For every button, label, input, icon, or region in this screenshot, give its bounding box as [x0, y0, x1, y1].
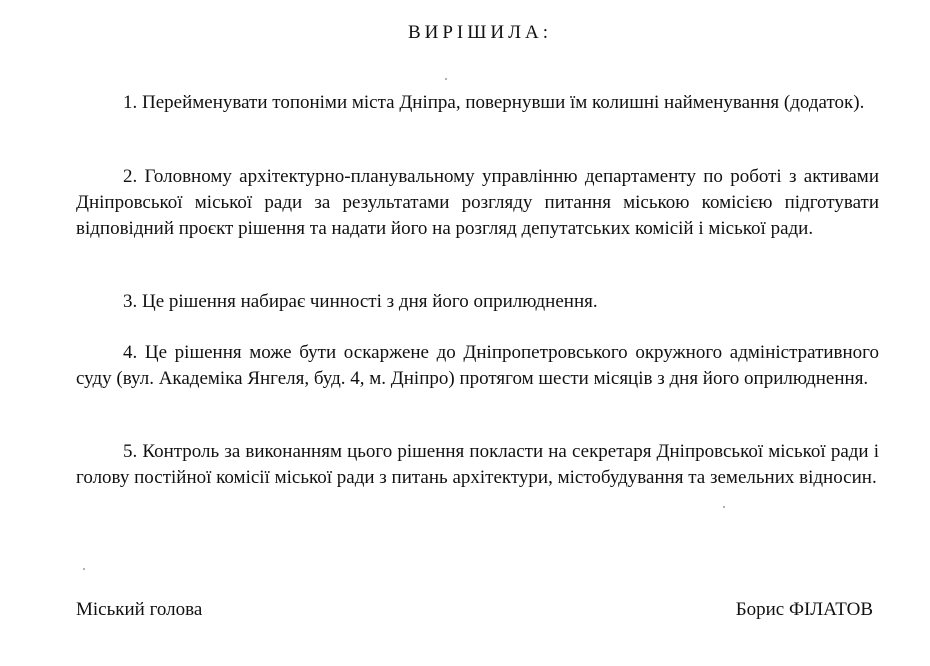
decision-item-2: 2. Головному архітектурно-планувальному управлінню департаменту по роботі з активами Дніпровської міської ради за результатами розгляду питання міською комісією підготувати відповідний проєкт рішення та надати його на розгляд депутатських комісій і міської ради. — [76, 166, 879, 239]
signatory-name: Борис ФІЛАТОВ — [735, 599, 873, 620]
decision-item-4: 4. Це рішення може бути оскаржене до Дніпропетровського окружного адміністративного суду (вул. Академіка Янгеля, буд. 4, м. Дніпро) протягом шести місяців з дня його оприлюднення. — [76, 342, 879, 389]
scan-speck — [83, 568, 85, 570]
scan-speck — [723, 506, 725, 508]
signatory-title: Міський голова — [76, 599, 203, 620]
decision-item-5: 5. Контроль за виконанням цього рішення покласти на секретаря Дніпровської міської ради і голову постійної комісії міської ради з питань архітектури, містобудування та земельних відносин. — [76, 441, 879, 488]
decision-item-3: 3. Це рішення набирає чинності з дня його оприлюднення. — [123, 291, 598, 312]
scan-speck — [445, 78, 447, 80]
decision-heading: ВИРІШИЛА: — [407, 22, 553, 43]
decision-item-1: 1. Перейменувати топоніми міста Дніпра, повернувши їм колишні найменування (додаток). — [123, 92, 865, 113]
